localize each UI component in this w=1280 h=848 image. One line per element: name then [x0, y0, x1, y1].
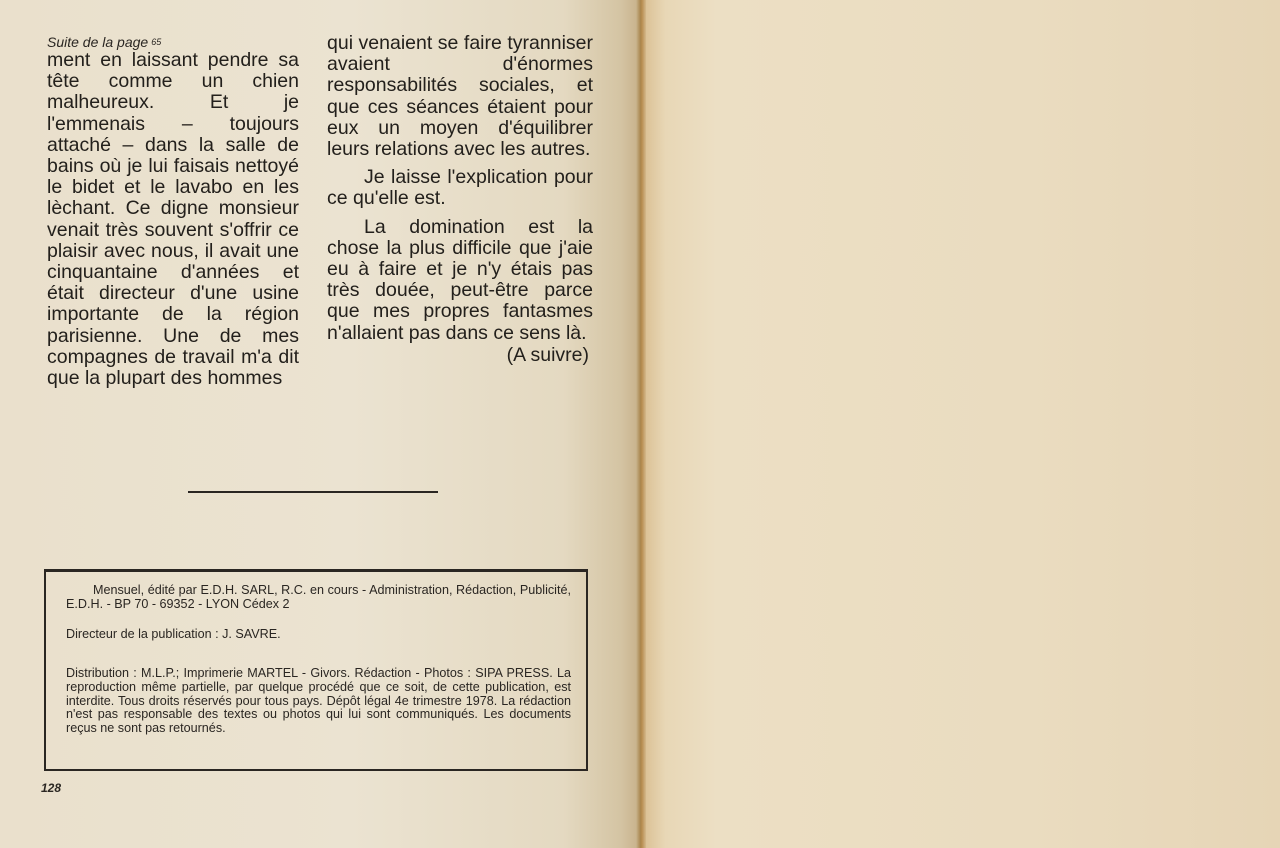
- article-paragraph-3: La domination est la chose la plus difficile que j'aie eu à faire et je n'y étais pas très douée, peut-être parce que mes propres fantasmes n'allaient pas dans ce sens là.: [327, 215, 593, 344]
- text-column-1: [47, 34, 299, 389]
- text-column-2: [327, 33, 593, 366]
- impressum-box: [44, 569, 588, 771]
- article-paragraph-1: qui venaient se faire tyranniser avaient d'énormes responsabilités sociales, et que ces séances étaient pour eux un moyen d'équilibrer leurs relations avec les autres.: [327, 32, 593, 161]
- page-number: 128: [41, 781, 62, 795]
- right-page-blank: [640, 0, 1280, 848]
- impressum-publisher: Mensuel, édité par E.D.H. SARL, R.C. en cours - Administration, Rédaction, Publicité, E.D.H. - BP 70 - 69352 - LYON Cédex 2: [66, 583, 571, 611]
- article-paragraph-2: Je laisse l'explication pour ce qu'elle est.: [327, 166, 593, 210]
- continued-page-ref: 65: [151, 37, 162, 47]
- impressum-legal: Distribution : M.L.P.; Imprimerie MARTEL - Givors. Rédaction - Photos : SIPA PRESS. La reproduction même partielle, par quelque procédé que ce soit, de cette publication, est interdite. Tous droits réservés pour tous pays. Dépôt légal 4e trimestre 1978. La rédaction n'est pas responsable des textes ou photos qui lui sont communiqués. Les documents reçus ne sont pas retournés.: [66, 666, 571, 736]
- continued-from-label: Suite de la page $^{65}$: [47, 34, 162, 50]
- article-text-column-1: ment en laissant pendre sa tête comme un chien malheureux. Et je l'emmenais – toujours attaché – dans la salle de bains où je lui faisais nettoyé le bidet et le lavabo en les lèchant. Ce digne monsieur venait très souvent s'offrir ce plaisir avec nous, il avait une cinquantaine d'années et était directeur d'une usine importante de la région parisienne. Une de mes compagnes de travail m'a dit que la plupart des hommes: [47, 49, 299, 390]
- to-be-continued: (A suivre): [506, 343, 589, 366]
- book-gutter: [636, 0, 646, 848]
- separator-rule: [188, 491, 438, 493]
- impressum-director: Directeur de la publication : J. SAVRE.: [66, 627, 281, 641]
